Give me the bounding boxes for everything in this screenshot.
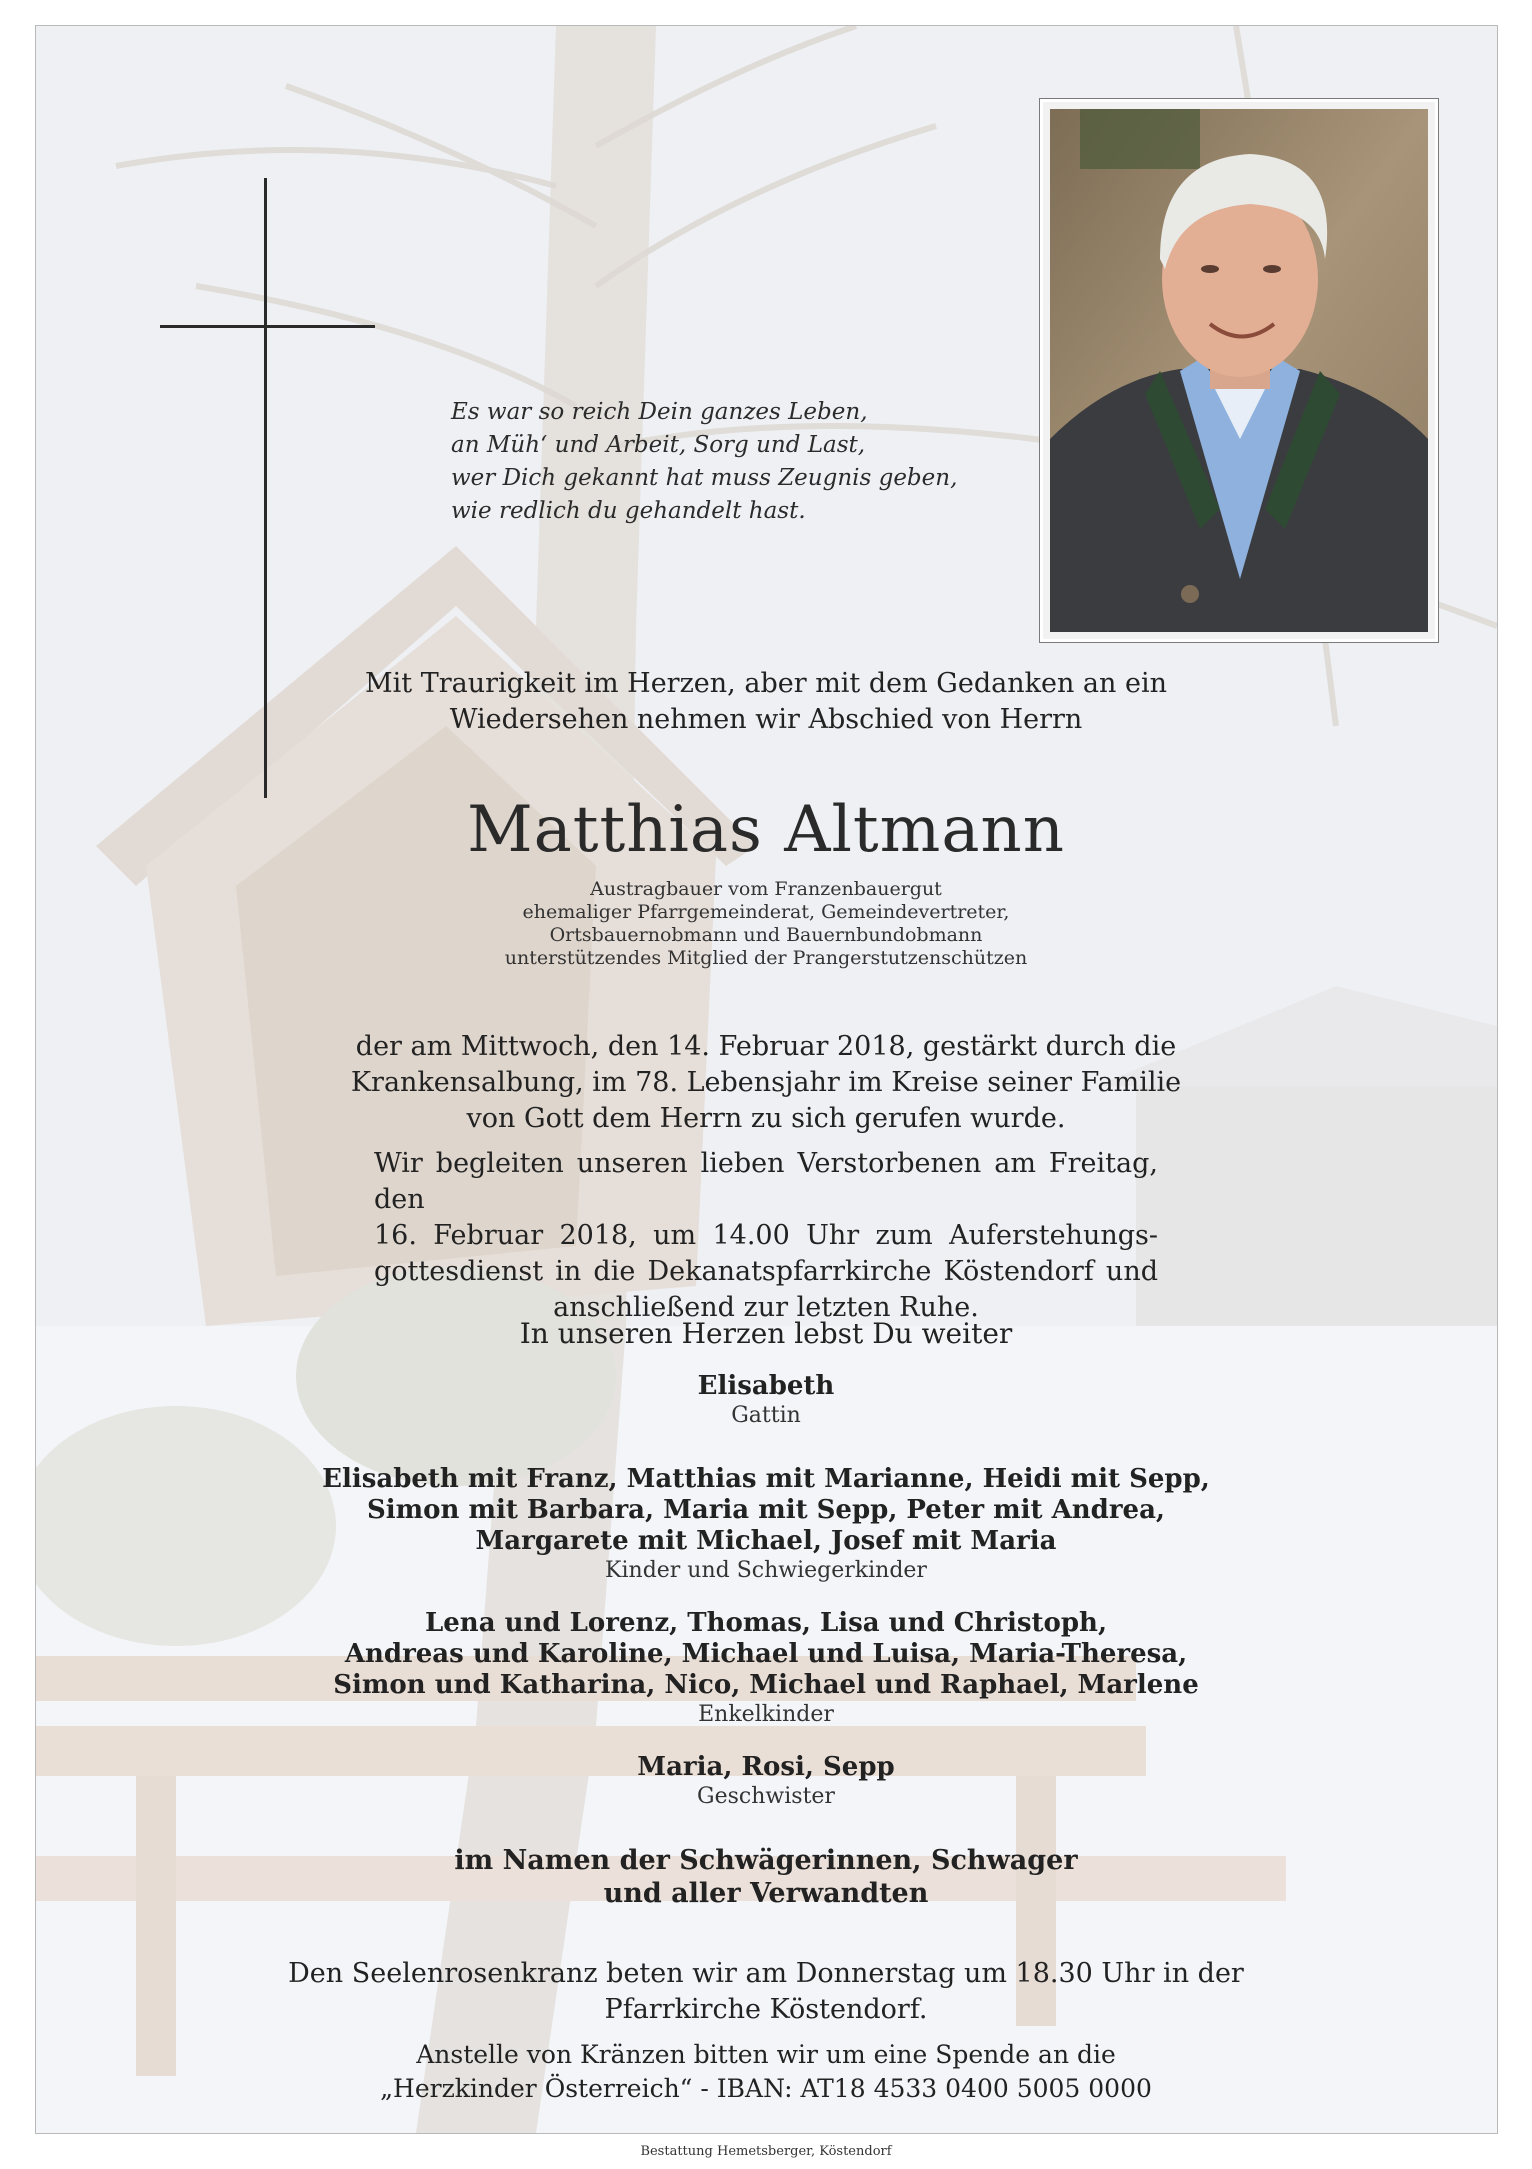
funeral-line: gottesdienst in die Dekanatspfarrkirche Köstendorf und bbox=[374, 1256, 1158, 1287]
funeral-line: 16. Februar 2018, um 14.00 Uhr zum Auferstehungs- bbox=[374, 1220, 1158, 1251]
grandchildren-names: Andreas und Karoline, Michael und Luisa, Maria-Theresa, bbox=[344, 1639, 1188, 1669]
obituary-card bbox=[35, 25, 1498, 2134]
cross-horizontal-bar bbox=[160, 325, 375, 328]
grandchildren-names: Lena und Lorenz, Thomas, Lisa und Christoph, bbox=[424, 1608, 1108, 1638]
children-role: Kinder und Schwiegerkinder bbox=[605, 1558, 927, 1583]
on-behalf-of-relatives bbox=[286, 1844, 1246, 1910]
poem-line: wie redlich du gehandelt hast. bbox=[451, 498, 806, 524]
funeral-line: Wir begleiten unseren lieben Verstorbenen am Freitag, den bbox=[374, 1148, 1158, 1215]
title-line: unterstützendes Mitglied der Prangerstutzenschützen bbox=[504, 947, 1028, 969]
rosary-line: Pfarrkirche Köstendorf. bbox=[604, 1994, 928, 2025]
intro-line: Mit Traurigkeit im Herzen, aber mit dem Gedanken an ein bbox=[364, 668, 1168, 699]
on-behalf-line: und aller Verwandten bbox=[603, 1878, 929, 1909]
closing-line: In unseren Herzen lebst Du weiter bbox=[519, 1317, 1013, 1350]
death-notice-line: der am Mittwoch, den 14. Februar 2018, gestärkt durch die bbox=[355, 1031, 1177, 1062]
memorial-poem bbox=[451, 396, 1011, 528]
family-grandchildren bbox=[286, 1608, 1246, 1728]
funeral-details bbox=[374, 1146, 1158, 1326]
poem-line: wer Dich gekannt hat muss Zeugnis geben, bbox=[451, 465, 958, 491]
cross-vertical-bar bbox=[264, 178, 267, 798]
family-siblings bbox=[286, 1752, 1246, 1810]
portrait-frame bbox=[1039, 98, 1439, 643]
donation-line: „Herzkinder Österreich“ - IBAN: AT18 4533 0400 5005 0000 bbox=[380, 2074, 1152, 2103]
siblings-role: Geschwister bbox=[697, 1784, 835, 1809]
donation-notice bbox=[286, 2038, 1246, 2106]
deceased-titles bbox=[286, 878, 1246, 970]
spouse-role: Gattin bbox=[731, 1403, 801, 1428]
donation-line: Anstelle von Kränzen bitten wir um eine Spende an die bbox=[416, 2040, 1116, 2069]
grandchildren-role: Enkelkinder bbox=[698, 1702, 834, 1727]
children-names: Margarete mit Michael, Josef mit Maria bbox=[475, 1526, 1057, 1556]
title-line: ehemaliger Pfarrgemeinderat, Gemeindevertreter, bbox=[522, 901, 1010, 923]
poem-line: an Müh‘ und Arbeit, Sorg und Last, bbox=[451, 432, 866, 458]
deceased-name: Matthias Altmann bbox=[467, 793, 1065, 867]
funeral-home-footer: Bestattung Hemetsberger, Köstendorf bbox=[640, 2144, 892, 2159]
spouse-name: Elisabeth bbox=[697, 1371, 835, 1401]
death-notice bbox=[286, 1029, 1246, 1137]
family-children bbox=[286, 1464, 1246, 1584]
on-behalf-line: im Namen der Schwägerinnen, Schwager bbox=[454, 1845, 1078, 1876]
title-line: Ortsbauernobmann und Bauernbundobmann bbox=[549, 924, 983, 946]
poem-line: Es war so reich Dein ganzes Leben, bbox=[451, 399, 868, 425]
funeral-line: anschließend zur letzten Ruhe. bbox=[553, 1292, 979, 1323]
rosary-notice bbox=[286, 1956, 1246, 2028]
title-line: Austragbauer vom Franzenbauergut bbox=[590, 878, 942, 900]
children-names: Elisabeth mit Franz, Matthias mit Marianne, Heidi mit Sepp, bbox=[322, 1464, 1210, 1494]
siblings-names: Maria, Rosi, Sepp bbox=[637, 1752, 895, 1782]
portrait-photo bbox=[1050, 109, 1428, 632]
family-spouse bbox=[286, 1371, 1246, 1429]
death-notice-line: Krankensalbung, im 78. Lebensjahr im Kreise seiner Familie bbox=[350, 1067, 1182, 1098]
intro-text bbox=[286, 666, 1246, 738]
children-names: Simon mit Barbara, Maria mit Sepp, Peter mit Andrea, bbox=[367, 1495, 1165, 1525]
intro-line: Wiedersehen nehmen wir Abschied von Herrn bbox=[449, 704, 1083, 735]
death-notice-line: von Gott dem Herrn zu sich gerufen wurde. bbox=[466, 1103, 1066, 1134]
rosary-line: Den Seelenrosenkranz beten wir am Donnerstag um 18.30 Uhr in der bbox=[288, 1958, 1244, 1989]
grandchildren-names: Simon und Katharina, Nico, Michael und Raphael, Marlene bbox=[333, 1670, 1199, 1700]
